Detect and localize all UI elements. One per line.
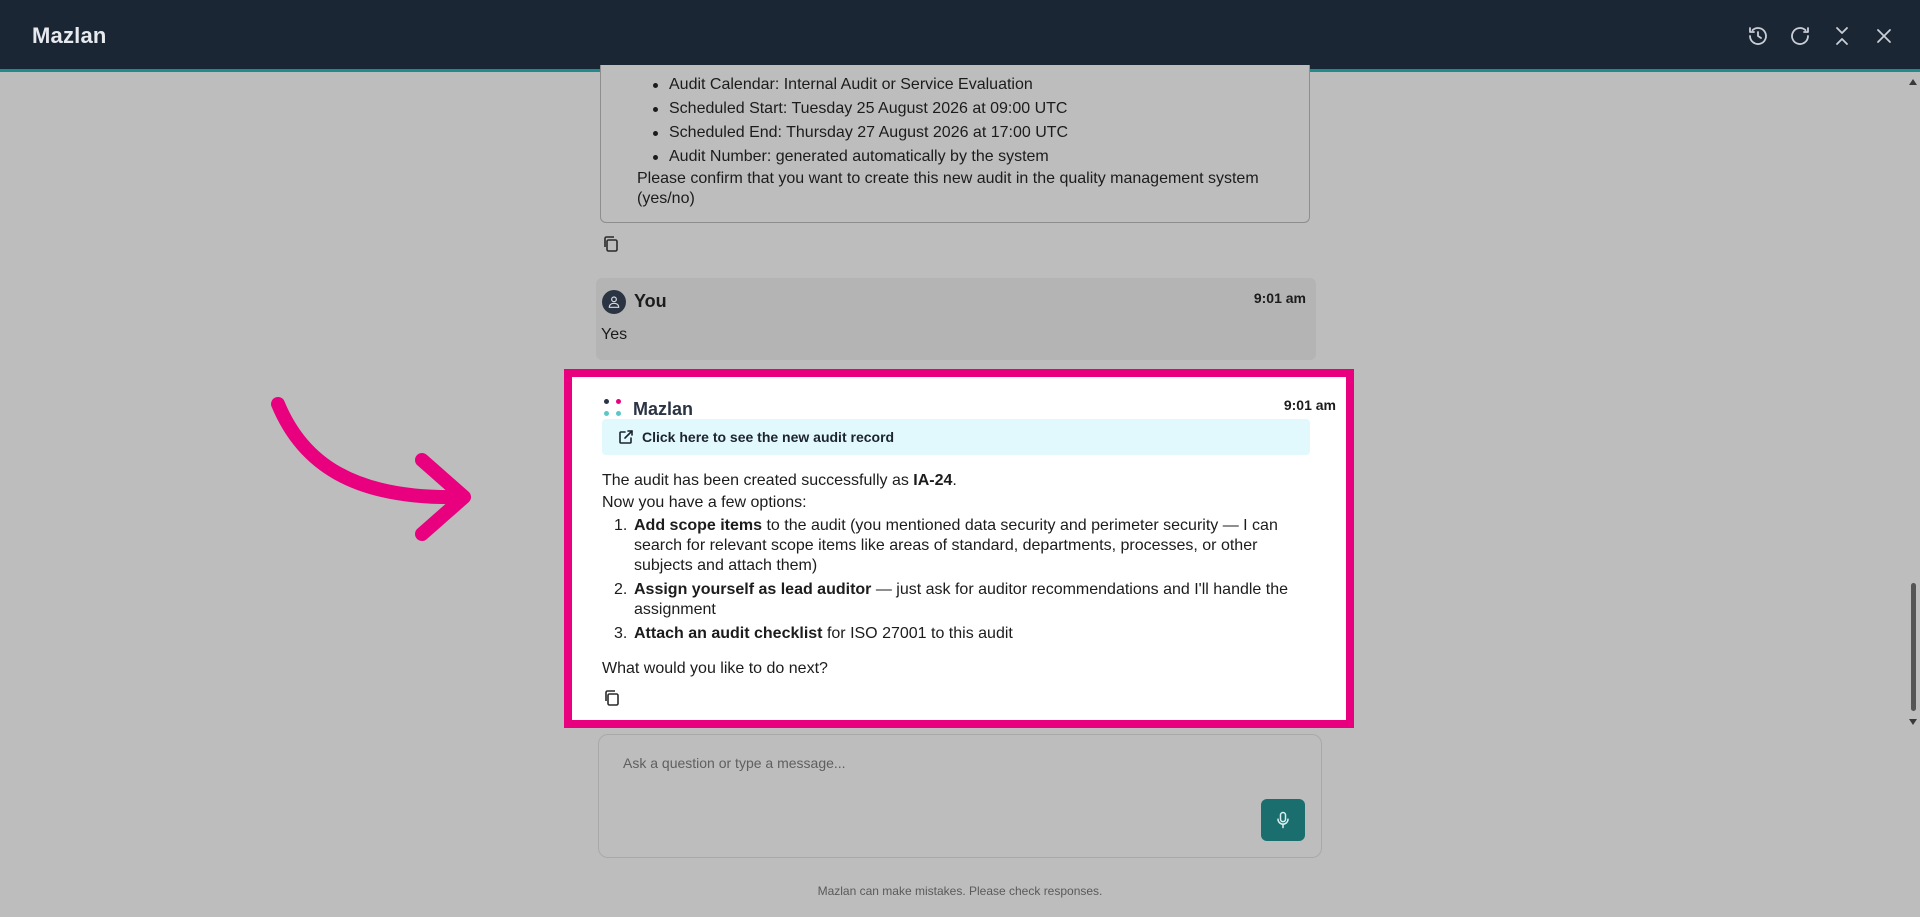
microphone-icon xyxy=(1273,810,1293,830)
history-icon xyxy=(1746,24,1770,48)
message-time: 9:01 am xyxy=(1253,290,1306,306)
external-link-icon xyxy=(618,429,634,445)
scroll-thumb[interactable] xyxy=(1911,583,1916,711)
app-title: Mazlan xyxy=(32,23,107,48)
scroll-up-icon[interactable] xyxy=(1909,79,1917,85)
options-list xyxy=(602,516,1302,648)
close-icon xyxy=(1872,24,1896,48)
list-item: Scheduled Start: Tuesday 25 August 2026 at 09:00 UTC xyxy=(669,97,1068,121)
mazlan-logo-icon xyxy=(602,397,624,419)
collapse-button[interactable] xyxy=(1830,22,1854,50)
refresh-icon xyxy=(1788,24,1812,48)
arrow-annotation-icon xyxy=(262,392,482,542)
list-item: Scheduled End: Thursday 27 August 2026 at 17:00 UTC xyxy=(669,121,1068,145)
copy-icon[interactable] xyxy=(602,688,622,708)
copy-icon[interactable] xyxy=(601,234,621,254)
confirm-question: Please confirm that you want to create this new audit in the quality management system (yes/no) xyxy=(637,170,1259,207)
closing-question: What would you like to do next? xyxy=(602,660,828,677)
refresh-button[interactable] xyxy=(1788,22,1812,50)
microphone-button[interactable] xyxy=(1261,799,1305,841)
message-author: You xyxy=(634,291,667,311)
list-item: 3. Attach an audit checklist for ISO 27001 to this audit xyxy=(614,625,1013,642)
created-text: The audit has been created successfully as IA-24. xyxy=(602,472,957,489)
assistant-message-highlighted xyxy=(564,369,1354,728)
history-button[interactable] xyxy=(1746,22,1770,50)
list-item: Audit Calendar: Internal Audit or Service Evaluation xyxy=(669,73,1068,97)
user-message xyxy=(596,278,1316,360)
disclaimer-text: Mazlan can make mistakes. Please check responses. xyxy=(817,884,1103,898)
audit-id: IA-24 xyxy=(913,472,953,489)
list-item: Audit Number: generated automatically by the system xyxy=(669,145,1068,169)
message-time: 9:01 am xyxy=(1283,397,1336,413)
message-text: Yes xyxy=(601,326,628,343)
list-item: 1. Add scope items to the audit (you mentioned data security and perimeter security — I can search for relevant scope items like areas of standard, departments, processes, or other subjects and attach them) xyxy=(614,517,1278,574)
user-avatar-icon xyxy=(602,290,626,314)
open-audit-record-link[interactable] xyxy=(602,419,1310,455)
title-bar xyxy=(0,0,1920,72)
message-input[interactable]: Ask a question or type a message... xyxy=(623,755,846,771)
audit-summary-list xyxy=(669,73,1068,169)
close-button[interactable] xyxy=(1872,22,1896,50)
previous-assistant-message xyxy=(600,65,1310,223)
collapse-icon xyxy=(1830,24,1854,48)
chat-scrollbar[interactable] xyxy=(1906,75,1920,917)
message-author: Mazlan xyxy=(633,399,694,419)
message-composer[interactable] xyxy=(598,734,1322,858)
options-intro: Now you have a few options: xyxy=(602,494,807,511)
list-item: 2. Assign yourself as lead auditor — just ask for auditor recommendations and I'll handle the assignment xyxy=(614,581,1289,618)
link-label: Click here to see the new audit record xyxy=(642,429,895,445)
window-controls xyxy=(1746,22,1896,50)
scroll-down-icon[interactable] xyxy=(1909,719,1917,725)
